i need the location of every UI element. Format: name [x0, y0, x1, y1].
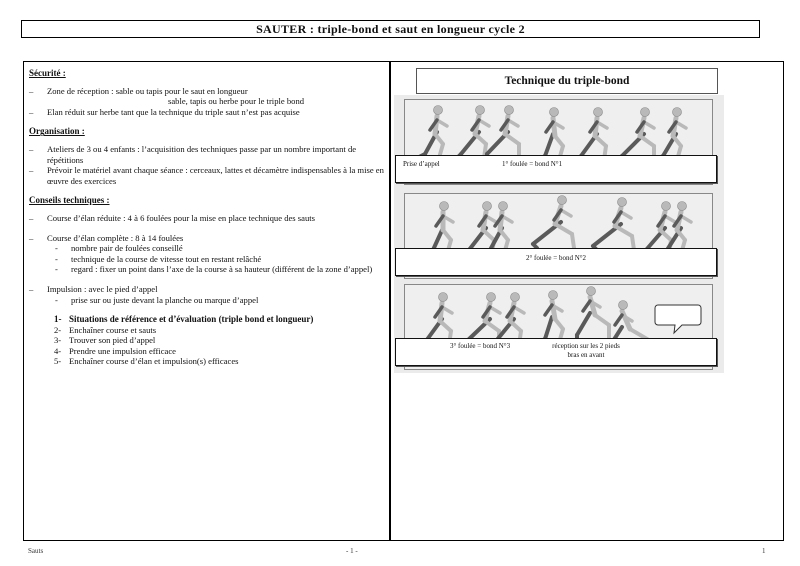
- technique-title: Technique du triple-bond: [416, 68, 718, 94]
- conseil-sub-list: [29, 295, 384, 306]
- caption-foulee-3: 3° foulée = bond N°3: [450, 342, 511, 350]
- figure-limb: [555, 224, 572, 234]
- sub-marker: -: [55, 264, 58, 275]
- organisation-item: – Ateliers de 3 ou 4 enfants : l’acquisition des techniques passe par un nombre important de répétitions: [29, 144, 384, 165]
- triple-jump-illustration: [394, 95, 724, 373]
- figure-head: [558, 196, 567, 205]
- situation-item: [54, 356, 384, 367]
- conseil-item: – Course d’élan réduite : 4 à 6 foulées pour la mise en place technique des sauts: [29, 213, 384, 224]
- situation-item: [54, 345, 384, 357]
- conseil-sub-item: [55, 243, 384, 254]
- caption-reception: [541, 342, 631, 360]
- content-table: [23, 61, 784, 541]
- section-title-organisation: Organisation :: [29, 126, 85, 137]
- figure-head: [618, 198, 627, 207]
- situation-item: [54, 314, 384, 325]
- caption-reception-line: réception sur les 2 pieds: [552, 342, 620, 350]
- figure-head: [641, 108, 650, 117]
- section-title-conseils: Conseils techniques :: [29, 195, 110, 206]
- securite-item: – Elan réduit sur herbe tant que la technique du triple saut n’est pas acquise: [29, 107, 384, 118]
- conseil-sub-item: [55, 264, 384, 275]
- figure-limb: [660, 230, 671, 240]
- sub-marker: -: [55, 243, 58, 254]
- figure-head: [434, 106, 443, 115]
- left-column: [29, 68, 384, 367]
- figure-head: [440, 202, 449, 211]
- caption-strip-2: [395, 248, 717, 276]
- conseil-sub-item: [55, 294, 384, 306]
- footer-center: - 1 -: [346, 547, 358, 555]
- organisation-item: – Prévoir le matériel avant chaque séance : cerceaux, lattes et décamètre indispensables à la mise en œuvre des exercices: [29, 165, 384, 186]
- figure-head: [505, 106, 514, 115]
- figure-limb: [595, 136, 606, 146]
- figure-limb: [615, 226, 632, 236]
- figure-head: [678, 202, 687, 211]
- caption-strip-3: [395, 338, 717, 366]
- situation-number: 5-: [54, 356, 62, 367]
- situation-text: Trouver son pied d’appel: [69, 335, 156, 346]
- situation-item: [54, 324, 384, 336]
- situation-item: [54, 335, 384, 346]
- section-title-securite: Sécurité :: [29, 68, 66, 78]
- situation-number: 1-: [54, 314, 62, 325]
- sub-text: nombre pair de foulées conseillé: [71, 243, 183, 254]
- caption-reception-line: bras en avant: [567, 351, 605, 359]
- situation-text: Enchaîner course d’élan et impulsion(s) efficaces: [69, 356, 239, 367]
- securite-item: [29, 86, 384, 107]
- figure-limb: [483, 230, 494, 240]
- footer-right: 1: [762, 547, 766, 555]
- figure-head: [476, 106, 485, 115]
- situation-text: Prendre une impulsion efficace: [69, 345, 176, 356]
- situation-number: 2-: [54, 324, 62, 335]
- sub-text: technique de la course de vitesse tout en restant relâché: [71, 253, 262, 264]
- conseil-sub-item: [55, 253, 384, 265]
- column-divider: [389, 62, 391, 540]
- figure-head: [594, 108, 603, 117]
- footer-left: Sauts: [28, 547, 44, 555]
- figure-head: [483, 202, 492, 211]
- figure-limb: [505, 134, 519, 144]
- sub-marker: -: [55, 253, 58, 264]
- situation-text: Enchaîner course et sauts: [69, 324, 157, 335]
- figure-head: [673, 108, 682, 117]
- figure-limb: [545, 134, 553, 156]
- sub-text: regard : fixer un point dans l’axe de la course à sa hauteur (différent de la zone d’appel): [71, 264, 373, 275]
- caption-strip-1: [395, 155, 717, 183]
- securite-item-line: – Zone de réception : sable ou tapis pour le saut en longueur: [47, 85, 248, 96]
- sub-marker: -: [55, 294, 58, 305]
- situation-text: Situations de référence et d’évaluation (triple bond et longueur): [69, 314, 314, 325]
- conseil-sub-list: [29, 243, 384, 275]
- conseil-item: – Course d’élan complète : 8 à 14 foulées: [29, 233, 384, 244]
- figure-limb: [475, 134, 486, 144]
- right-column: [396, 62, 726, 540]
- caption-foulee-2: 2° foulée = bond N°2: [525, 254, 587, 262]
- conseil-item: – Impulsion : avec le pied d’appel: [29, 284, 384, 295]
- situation-number: 4-: [54, 345, 62, 356]
- figure-limb: [572, 234, 574, 248]
- figure-head: [662, 202, 671, 211]
- caption-foulee-1: 1° foulée = bond N°1: [502, 160, 563, 168]
- situations-list: [29, 314, 384, 367]
- figure-limb: [640, 136, 654, 146]
- securite-item-line: sable, tapis ou herbe pour le triple bond: [168, 96, 305, 107]
- situation-number: 3-: [54, 335, 62, 346]
- figure-head: [550, 108, 559, 117]
- caption-prise-appel: Prise d’appel: [403, 160, 440, 168]
- page-title: SAUTER : triple-bond et saut en longueur cycle 2: [21, 20, 760, 38]
- figure-head: [499, 202, 508, 211]
- sub-text: prise sur ou juste devant la planche ou marque d’appel: [71, 294, 259, 305]
